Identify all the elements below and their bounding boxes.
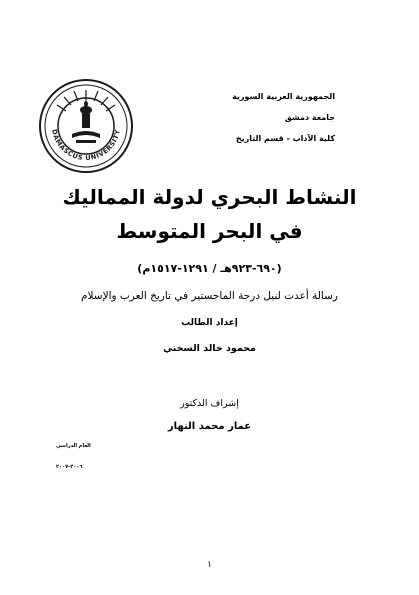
faculty-name: كلية الآداب - قسم التاريخ: [235, 134, 335, 143]
university-name: جامعة دمشق: [284, 113, 335, 122]
prepared-by-label: إعداد الطالب: [181, 318, 238, 328]
title-line-1: النشاط البحري لدولة المماليك: [62, 185, 357, 209]
supervisor-label: إشراف الدكتور: [180, 398, 239, 409]
svg-text:DAMASCUS UNIVERSITY: DAMASCUS UNIVERSITY: [50, 128, 122, 163]
institution-header: [115, 86, 335, 149]
supervisor-name: عمار محمد النهار: [167, 421, 252, 432]
thesis-title: [0, 180, 419, 248]
student-name: محمود خالد السخني: [163, 343, 256, 354]
academic-year-value: ٢٠٠٦-٢٠٠٧: [56, 464, 83, 470]
academic-year-label: العام الدراسي: [56, 443, 91, 449]
thesis-description: رسالة أعدت لنيل درجة الماجستير في تاريخ العرب والإسلام: [81, 290, 338, 302]
page-number: ١: [207, 560, 212, 570]
title-line-2: في البحر المتوسط: [116, 219, 303, 243]
date-range: (٦٩٠-٩٢٣هـ / ١٢٩١-١٥١٧م): [137, 262, 282, 275]
country-name: الجمهورية العربية السورية: [232, 92, 335, 101]
